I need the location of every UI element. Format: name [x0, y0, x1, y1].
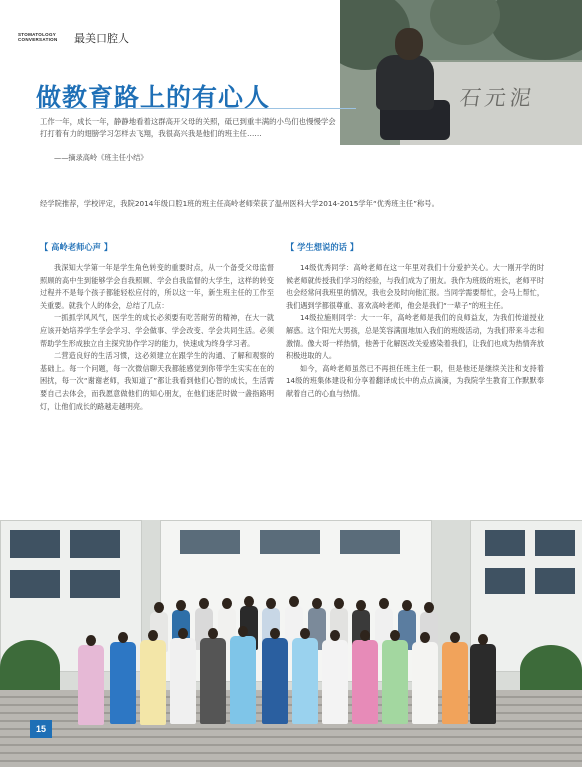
section-heading-student-words: 【 学生想说的话 】: [286, 242, 359, 252]
masthead-english: STOMATOLOGY CONVERSATION: [18, 32, 58, 42]
lead-paragraph: 经学院推荐，学校评定，我院2014年级口腔1班的班主任高岭老师荣获了温州医科大学2014-2015学年“优秀班主任”称号。: [40, 199, 439, 208]
paragraph: 如今，高岭老师虽然已不再担任班主任一职，但是他还是继续关注和支持着14级的班集体建设和分享着翻译成长中的点点滴滴，为我院学生教育工作默默奉献着自己的心血与热情。: [286, 363, 544, 398]
class-group-photo: [0, 520, 582, 767]
paragraph: 一抓抓学风风气，医学生的成长必须要有吃苦耐劳的精神，在大一就应该开始培养学生学会学习、学会做事、学会改变、学会共同生活。必须帮助学生形成独立自主探究协作学习的能力，快速成为终身学习者。: [40, 313, 274, 348]
intro-quote: 工作一年，成长一年，静静地看着这群高开父母的关照，砥已到重丰满的小鸟们也慢慢学会打打着有力的翅膀学习怎样去飞翔，我很高兴我是他们的班主任……: [40, 117, 336, 138]
masthead-chinese: 最美口腔人: [74, 32, 129, 45]
paragraph: 14级优秀同学：高岭老师在这一年里对我们十分爱护关心。大一刚开学的时候老师就传授我们学习的经验，与我们成为了朋友。我作为班级的班长，老师平时也会经常问我班里的情况，我也会及时向他汇报。当同学需要帮忙，会马上帮忙，我们遇到学都很尊重、喜欢高岭老师，他会是我们“一辈子”的班主任。: [286, 263, 544, 310]
section-heading-teacher-voice: 【 高岭老师心声 】: [40, 242, 113, 252]
article-title: 做教育路上的有心人: [36, 83, 271, 112]
masthead: [18, 32, 70, 42]
student-words-column: [286, 262, 544, 401]
intro-attribution: ——摘录高岭《班主任小结》: [54, 153, 148, 162]
title-divider: [36, 108, 356, 109]
rock-carving-text: 石元泥: [458, 86, 537, 110]
paragraph: 14级拉施则同学：大一一年，高岭老师是我们的良师益友，为我们传道授业解惑。这个阳光大男孩，总是笑容满面地加入我们的班级活动，为我们带来斗志和激情。像大哥一样热情，他善于化解医改关爱感染着我们，让我们也成为热情奔放积极进取的人。: [286, 313, 544, 361]
teacher-voice-column: [40, 262, 274, 413]
teacher-portrait-photo: [340, 0, 582, 145]
paragraph: 二营造良好的生活习惯，这必须建立在跟学生的沟通、了解和观察的基础上。每一个问题，每一次微信聊天我都能感觉到你带学生实实在在的困扰，每一次“谢谢老师，我知道了”都让我看到他们心智的成长，生活需要自己去体会，而我愿意做他们的知心朋友，在他们迷茫时做一盏指路明灯，让他们成长的路越走越明亮。: [40, 351, 274, 411]
paragraph: 我深知大学第一年是学生角色转变的重要时点，从一个备受父母监督照顾的高中生到能够学会自我照顾、学会自我监督的大学生，这样的转变过程并不是每个孩子都能轻松应付的，所以这一年，新生班主任的工作至关重要。就我个人的体会，总结了几点：: [40, 263, 274, 310]
page-number: 15: [30, 720, 52, 738]
